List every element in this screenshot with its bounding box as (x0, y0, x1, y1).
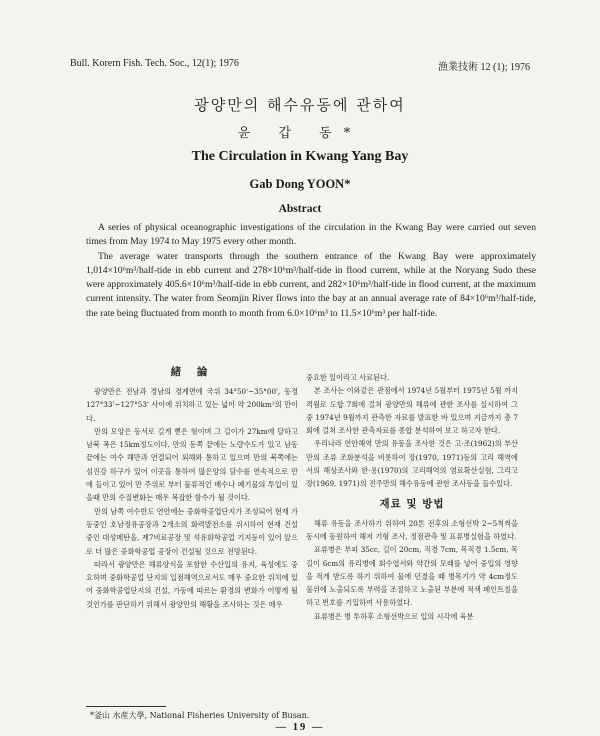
body-paragraph: 따라서 광양만은 해류양식을 포함한 수산입의 유지, 육성에도 중요하며 중화학공업 단지의 입점해역으로서도 매우 중요한 위치에 있어 중화학공업단지의 건설, 가동에 따르는 환경의 변화가 어떻게 될 것인가를 판단하기 위해서 광양만의 해황을 조사하는 것은 매우 (86, 559, 298, 609)
body-paragraph: 만의 남쪽 여수반도 연안에는 중화학공업단지가 조성되어 현재 가동중인 호남정유공장과 2개소의 화력발전소를 위시하여 현재 건설중인 대성메탄올, 제7비료공장 및 석유화학공업 기지등이 있어 앞으로 더 많은 중화학공업 공장이 건설될 것으로 전망된다. (86, 506, 298, 556)
body-paragraph: 우리나라 연안해역 만의 유동을 조사한 것은 고·조(1962)의 부산만의 조류 조화분석을 비롯하여 장(1970, 1971)등의 고리 해역에서의 해상조사와 한·용(1970)의 고리해역의 염료확산실험, 그리고 장(1969, 1971)의 진주만의 해수유동에 관한 조사등을 들수있다. (306, 439, 518, 489)
running-header (70, 58, 530, 73)
right-column (306, 371, 518, 623)
body-paragraph: 표류병은 부피 35cc, 길이 20cm, 직경 7cm, 목직경 1.5cm, 목길이 6cm의 유리병에 회수엽서와 약간의 모래를 넣어 중입의 영향을 적게 받도록 하기 위하여 물에 던졌을 때 병목기가 약 4cm정도 물위에 노출되도록 부력을 조절하고 노출된 부분에 적색 페인트칠을 하고 번호를 기입하여 사용하였다. (306, 545, 518, 608)
abstract-paragraph: The average water transports through the southern entrance of the Kwang Bay were approximately 1,014×10⁶m³/half-tide in ebb current and 278×10⁶m³/half-tide in flood current, while at the Noryang Sudo these were approximately 405.6×10⁶m³/half-tide in ebb current, and 282×10⁶m³/half-tide in flood current, at the maximum current intensity. The water from Seomjin River flows into the bay at an annual average rate of 84×10⁶m³/half-tide, the rate being fluctuated from month to month from 6.0×10⁶m³ to 11.5×10⁶m³ per half-tide. (86, 250, 536, 319)
english-title: The Circulation in Kwang Yang Bay (191, 149, 409, 164)
journal-citation-left: Bull. Korern Fish. Tech. Soc., 12(1); 1976 (70, 58, 239, 69)
methods-heading: 재료 및 방법 (379, 497, 445, 510)
english-author: Gab Dong YOON* (249, 177, 351, 191)
body-paragraph: 만의 모양은 동서로 길게 뻗은 형이며 그 길이가 27km에 달하고 남북 폭은 15km정도이다. 만의 동쪽 끝에는 노량수도가 있고 남동 끝에는 여수 해만과 연결되어 외해와 통하고 있으며 만의 북쪽에는 섬진강 하구가 있어 이곳을 통하여 많은양의 담수를 연속적으로 만에 들이고 있어 만 주위로 부터 물류적인 배수나 폐기물의 투입이 있을때 만의 수질변화는 매우 복잡한 함수가 될 것이다. (86, 426, 298, 503)
footnote: *釜山 水産大學, National Fisheries University of Busan. (90, 711, 310, 720)
abstract-body (86, 221, 536, 321)
body-paragraph: 해류 유동을 조사하기 위하여 20톤 전후의 소형선박 2~5척씩을 동시에 동원하여 해저 기형 조사, 정점관측 및 표류병실험을 하였다. (306, 518, 518, 541)
abstract-heading: Abstract (278, 203, 322, 215)
body-paragraph: 본 조사는 이와같은 관점에서 1974년 5월부터 1975년 5월 까지 격월로 도합 7회에 걸쳐 광양만의 해류에 관한 조사를 실시하여 그중 1974년 9월까지 관측한 자료를 발표한 바 있으며 지금까지 총 7회에 걸쳐 조사한 관측자료를 종합 분석하여 보고 하고자 한다. (306, 386, 518, 436)
journal-citation-right: 漁業技術 12 (1); 1976 (438, 62, 530, 73)
korean-title: 광양만의 해수유동에 관하여 (194, 96, 406, 114)
abstract-paragraph: A series of physical oceanographic investigations of the circulation in the Kwang Bay were carried out seven times from May 1974 to May 1975 every other month. (86, 222, 536, 248)
introduction-heading: 緒 論 (170, 366, 214, 378)
body-paragraph: 중요한 일이라고 사료된다. (306, 373, 390, 382)
page-number: — 19 — (275, 722, 325, 733)
footnote-rule (86, 706, 166, 707)
body-paragraph: 표류병은 병 투하후 소형선박으로 입의 시각에 육분 (314, 611, 474, 621)
left-column (86, 365, 298, 611)
korean-author: 윤 갑 동* (237, 126, 363, 141)
body-paragraph: 광양만은 전남과 경남의 경계면에 국위 34°50'~35°00', 동경 127°33'~127°53' 사이에 위치하고 있는 넓이 약 200km²의 만이다. (86, 387, 298, 423)
